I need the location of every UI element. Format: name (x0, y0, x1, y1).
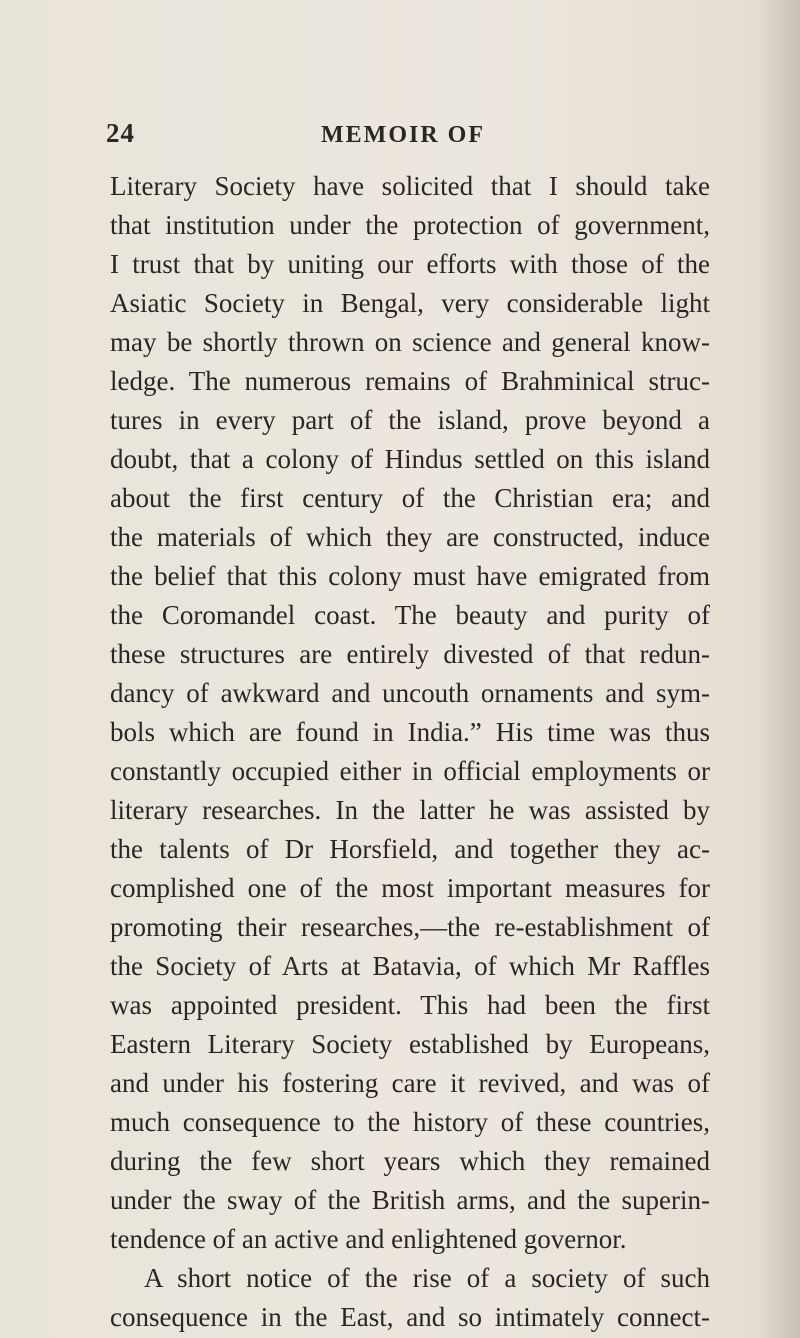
text-line: I trust that by uniting our efforts with those of the (110, 249, 710, 279)
text-line: Eastern Literary Society established by Europeans, (110, 1029, 710, 1059)
text-line: bols which are found in India.” His time was thus (110, 717, 710, 747)
text-line: the talents of Dr Horsfield, and together they ac- (110, 834, 710, 864)
text-line: ledge. The numerous remains of Brahminical struc- (110, 366, 710, 396)
text-line: the materials of which they are constructed, induce (110, 522, 710, 552)
text-line: the belief that this colony must have emigrated from (110, 561, 710, 591)
text-line-paragraph-end: tendence of an active and enlightened governor. (110, 1224, 627, 1254)
text-line: Literary Society have solicited that I should take (110, 171, 710, 201)
text-line: under the sway of the British arms, and the superin- (110, 1185, 710, 1215)
text-line: about the first century of the Christian era; and (110, 483, 710, 513)
running-head: MEMOIR OF (321, 122, 485, 148)
text-line: complished one of the most important measures for (110, 873, 710, 903)
text-line: literary researches. In the latter he was assisted by (110, 795, 710, 825)
text-line-indented: A short notice of the rise of a society of such (144, 1263, 710, 1293)
text-line: constantly occupied either in official employments or (110, 756, 710, 786)
text-line: may be shortly thrown on science and general know- (110, 327, 710, 357)
text-line: dancy of awkward and uncouth ornaments and sym- (110, 678, 710, 708)
text-line: doubt, that a colony of Hindus settled on this island (110, 444, 710, 474)
page-header (96, 118, 716, 158)
text-line: promoting their researches,—the re-establishment of (110, 912, 710, 942)
text-line: much consequence to the history of these countries, (110, 1107, 710, 1137)
text-line: Asiatic Society in Bengal, very considerable light (110, 288, 710, 318)
text-line: during the few short years which they remained (110, 1146, 710, 1176)
page-edge-shadow (760, 0, 800, 1338)
text-line: the Society of Arts at Batavia, of which Mr Raffles (110, 951, 710, 981)
text-line: was appointed president. This had been the first (110, 990, 710, 1020)
text-line: consequence in the East, and so intimately connect- (110, 1302, 710, 1332)
text-line: that institution under the protection of government, (110, 210, 710, 240)
text-line: tures in every part of the island, prove beyond a (110, 405, 710, 435)
text-line: the Coromandel coast. The beauty and purity of (110, 600, 710, 630)
text-line: and under his fostering care it revived, and was of (110, 1068, 710, 1098)
text-line: these structures are entirely divested of that redun- (110, 639, 710, 669)
page-number: 24 (106, 118, 135, 148)
